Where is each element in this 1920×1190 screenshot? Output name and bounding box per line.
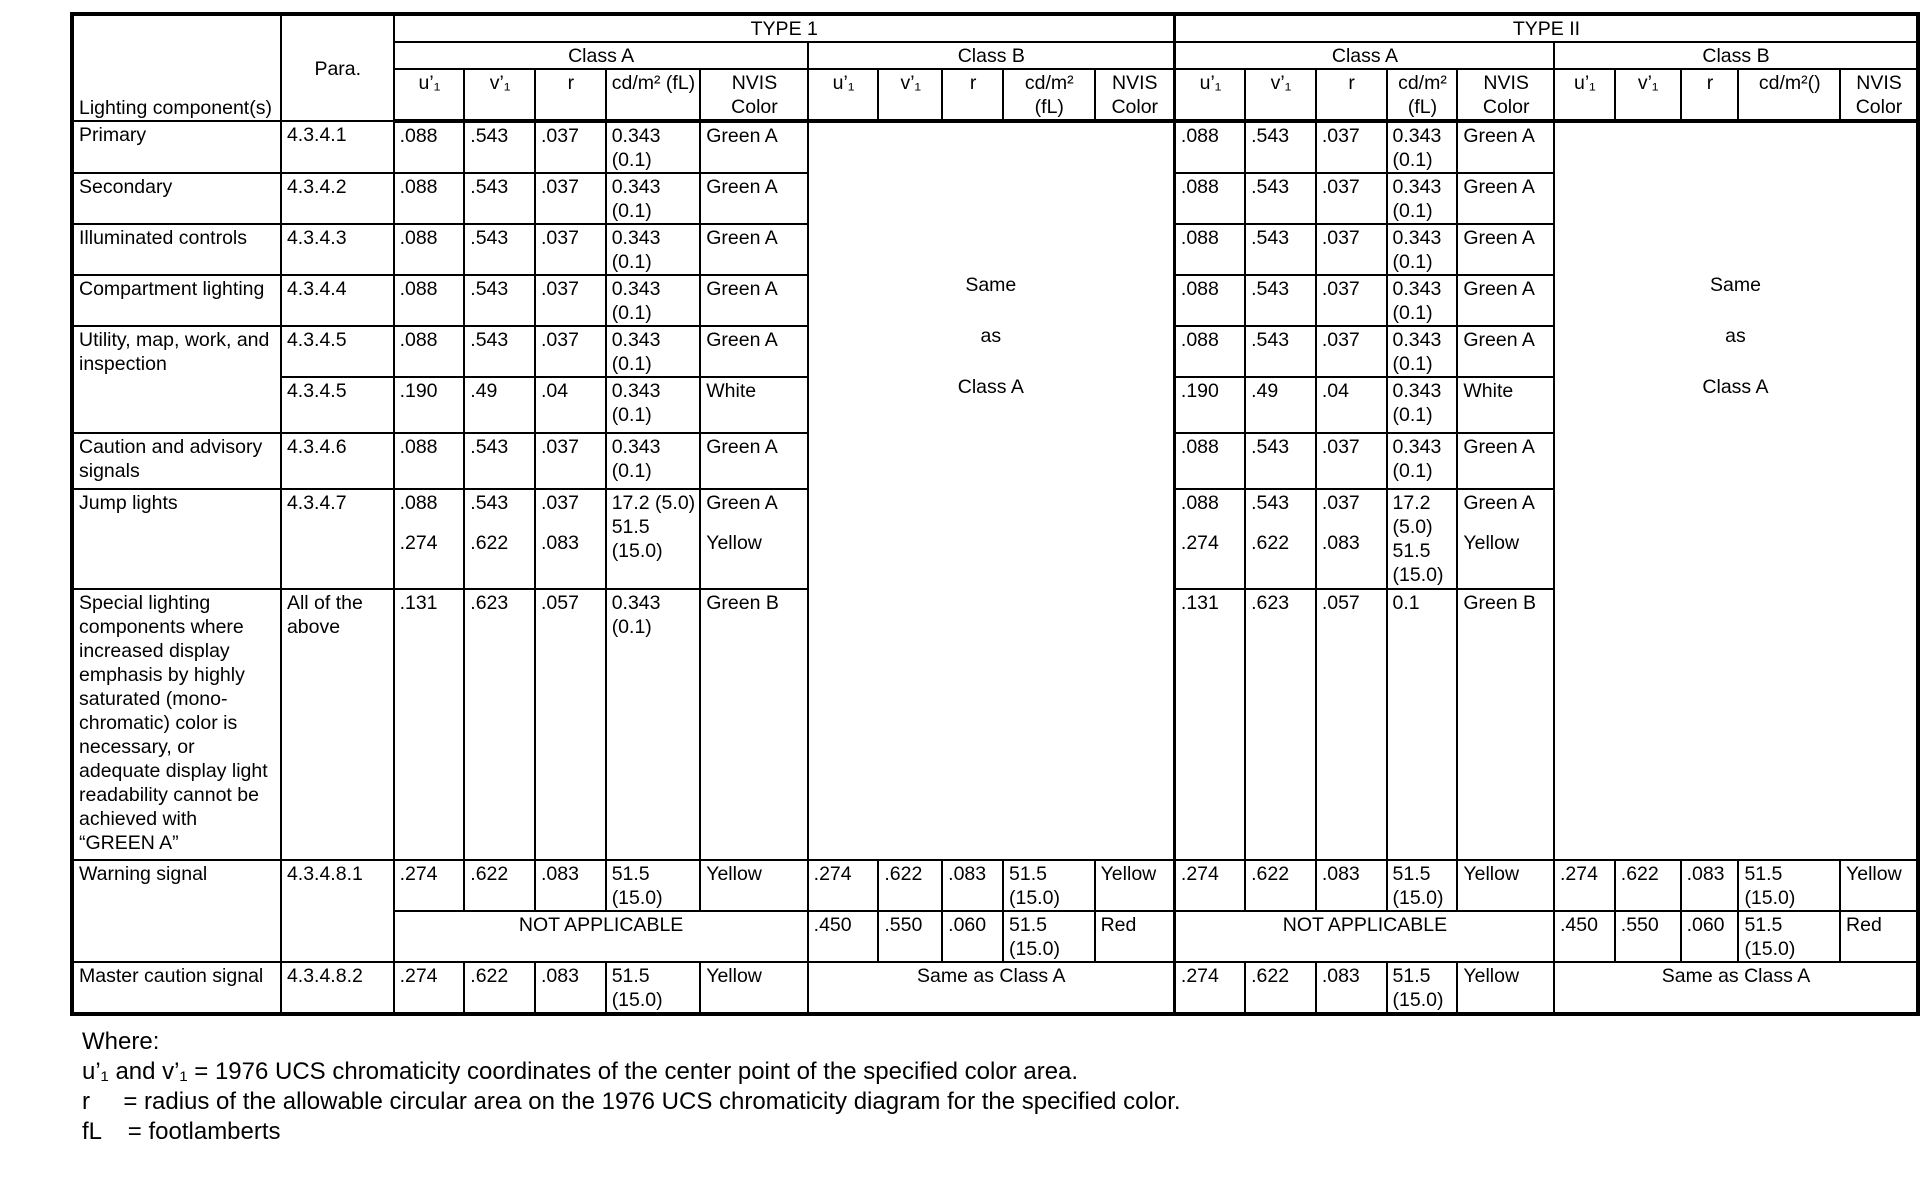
cell-u1: .088 xyxy=(1174,121,1245,173)
cell-r: .037 xyxy=(1316,173,1387,224)
cell-r: .060 xyxy=(1681,911,1739,962)
header-luminance: cd/m²() xyxy=(1738,69,1840,121)
value-2: Yellow xyxy=(706,532,762,554)
cell-luminance: 0.1 xyxy=(1387,589,1458,860)
table-notes xyxy=(82,1027,1181,1147)
value-2: .622 xyxy=(1251,532,1290,554)
value-1: 17.2 (5.0) xyxy=(611,492,696,514)
type1-class-b-same-as-class-a xyxy=(808,121,1175,860)
cell-nvis: Green B xyxy=(1457,589,1554,860)
not-applicable-type2: NOT APPLICABLE xyxy=(1174,911,1554,962)
same-as-class-a-type2: Same as Class A xyxy=(1554,962,1918,1014)
cell-nvis: Green A xyxy=(700,173,807,224)
header-u1: u’₁ xyxy=(1554,69,1615,121)
cell-v1: .543 xyxy=(464,121,535,173)
header-nvis-color: NVIS Color xyxy=(1840,69,1918,121)
cell-v1: .543 xyxy=(464,173,535,224)
cell-nvis: White xyxy=(700,377,807,433)
cell-luminance: 0.343 (0.1) xyxy=(1387,121,1458,173)
cell-luminance: 0.343 (0.1) xyxy=(606,589,701,860)
cell-v1: .550 xyxy=(1615,911,1681,962)
cell-component: Special lighting components where increased display emphasis by highly saturated (mono-chromatic) color is necessary, or adequate display light readability cannot be achieved with “GREEN A” xyxy=(72,589,281,860)
type2-class-b-same-as-class-a xyxy=(1554,121,1918,860)
same-text-line-2: as xyxy=(1725,325,1746,347)
cell-luminance: 51.5 (15.0) xyxy=(1387,860,1458,911)
same-text-line-1: Same xyxy=(965,274,1017,296)
cell-component: Primary xyxy=(72,121,281,173)
cell-nvis xyxy=(700,489,807,589)
header-r: r xyxy=(1681,69,1739,121)
value-2: .274 xyxy=(1180,532,1219,554)
cell-luminance: 0.343 (0.1) xyxy=(606,173,701,224)
cell-r: .057 xyxy=(1316,589,1387,860)
header-r: r xyxy=(1316,69,1387,121)
cell-nvis: Green A xyxy=(700,433,807,489)
cell-luminance: 51.5 (15.0) xyxy=(606,860,701,911)
cell-u1 xyxy=(1174,489,1245,589)
cell-r: .083 xyxy=(535,962,606,1014)
header-u1: u’₁ xyxy=(808,69,879,121)
cell-u1 xyxy=(394,489,465,589)
cell-para: 4.3.4.8.2 xyxy=(281,962,394,1014)
cell-u1: .088 xyxy=(1174,173,1245,224)
value-2: Yellow xyxy=(1463,532,1520,554)
notes-r-definition: r = radius of the allowable circular area on the 1976 UCS chromaticity diagram for the specified color. xyxy=(82,1088,1181,1115)
cell-nvis: Green A xyxy=(700,275,807,326)
value-2: .083 xyxy=(540,532,579,554)
cell-para: 4.3.4.5 xyxy=(281,326,394,377)
cell-u1: .450 xyxy=(1554,911,1615,962)
cell-luminance xyxy=(1387,489,1458,589)
cell-luminance: 0.343 (0.1) xyxy=(606,275,701,326)
cell-u1: .088 xyxy=(1174,224,1245,275)
value-2: .274 xyxy=(399,532,438,554)
cell-r: .037 xyxy=(535,224,606,275)
cell-component: Warning signal xyxy=(72,860,281,962)
same-text-line-3: Class A xyxy=(957,376,1024,398)
same-text-line-1: Same xyxy=(1710,274,1761,296)
header-type1-class-b: Class B xyxy=(808,42,1175,69)
cell-u1: .190 xyxy=(1174,377,1245,433)
cell-para: 4.3.4.5 xyxy=(281,377,394,433)
value-2: 51.5 (15.0) xyxy=(611,516,663,562)
header-luminance: cd/m² (fL) xyxy=(1387,69,1458,121)
cell-r: .037 xyxy=(1316,224,1387,275)
cell-v1: .623 xyxy=(1245,589,1316,860)
header-type-2: TYPE II xyxy=(1174,14,1918,42)
cell-component: Secondary xyxy=(72,173,281,224)
header-u1: u’₁ xyxy=(394,69,465,121)
cell-luminance: 0.343 (0.1) xyxy=(1387,173,1458,224)
cell-r: .037 xyxy=(535,326,606,377)
header-r: r xyxy=(535,69,606,121)
cell-v1: .550 xyxy=(878,911,942,962)
header-r: r xyxy=(942,69,1003,121)
cell-luminance: 51.5 (15.0) xyxy=(1738,911,1840,962)
cell-u1: .274 xyxy=(1174,860,1245,911)
cell-u1: .131 xyxy=(394,589,465,860)
cell-nvis: Green A xyxy=(1457,275,1554,326)
cell-r: .037 xyxy=(535,275,606,326)
cell-nvis: Green A xyxy=(1457,433,1554,489)
cell-v1: .543 xyxy=(1245,433,1316,489)
value-1: Green A xyxy=(706,492,778,514)
cell-para: 4.3.4.8.1 xyxy=(281,860,394,962)
cell-v1: .622 xyxy=(464,860,535,911)
cell-luminance: 51.5 (15.0) xyxy=(606,962,701,1014)
cell-nvis: Red xyxy=(1840,911,1918,962)
cell-nvis xyxy=(1457,489,1554,589)
cell-u1: .088 xyxy=(1174,433,1245,489)
cell-component: Caution and advisory signals xyxy=(72,433,281,489)
cell-v1 xyxy=(464,489,535,589)
value-1: Green A xyxy=(1463,492,1535,514)
cell-r xyxy=(1316,489,1387,589)
cell-component: Jump lights xyxy=(72,489,281,589)
table-row xyxy=(72,860,1918,911)
cell-u1: .274 xyxy=(808,860,879,911)
cell-nvis: Yellow xyxy=(1095,860,1175,911)
cell-luminance: 0.343 (0.1) xyxy=(606,121,701,173)
cell-para: 4.3.4.2 xyxy=(281,173,394,224)
lighting-color-table-container xyxy=(70,12,1920,1016)
notes-fl-definition: fL = footlamberts xyxy=(82,1118,281,1145)
cell-v1: .622 xyxy=(1245,962,1316,1014)
cell-component: Compartment lighting xyxy=(72,275,281,326)
header-luminance: cd/m² (fL) xyxy=(1003,69,1095,121)
cell-r: .037 xyxy=(535,433,606,489)
cell-u1: .190 xyxy=(394,377,465,433)
cell-v1: .543 xyxy=(464,433,535,489)
cell-r: .037 xyxy=(535,121,606,173)
cell-v1: .49 xyxy=(1245,377,1316,433)
cell-r: .083 xyxy=(1316,860,1387,911)
cell-r: .083 xyxy=(1316,962,1387,1014)
cell-nvis: Yellow xyxy=(1457,962,1554,1014)
cell-v1: .543 xyxy=(1245,275,1316,326)
header-nvis-color: NVIS Color xyxy=(1095,69,1175,121)
cell-r: .057 xyxy=(535,589,606,860)
header-type1-class-a: Class A xyxy=(394,42,808,69)
header-para: Para. xyxy=(281,14,394,121)
cell-nvis: Green A xyxy=(1457,224,1554,275)
cell-v1: .543 xyxy=(1245,224,1316,275)
not-applicable-type1: NOT APPLICABLE xyxy=(394,911,808,962)
cell-r: .037 xyxy=(1316,433,1387,489)
cell-r: .083 xyxy=(942,860,1003,911)
cell-luminance: 0.343 (0.1) xyxy=(1387,326,1458,377)
cell-v1: .623 xyxy=(464,589,535,860)
value-1: .088 xyxy=(1180,492,1219,514)
header-v1: v’₁ xyxy=(1615,69,1681,121)
cell-para: 4.3.4.6 xyxy=(281,433,394,489)
cell-nvis: Green A xyxy=(700,224,807,275)
cell-nvis: Yellow xyxy=(1840,860,1918,911)
cell-u1: .088 xyxy=(1174,326,1245,377)
cell-u1: .088 xyxy=(394,121,465,173)
cell-r: .083 xyxy=(535,860,606,911)
cell-luminance: 0.343 (0.1) xyxy=(1387,275,1458,326)
cell-luminance: 0.343 (0.1) xyxy=(1387,377,1458,433)
header-type2-class-a: Class A xyxy=(1174,42,1554,69)
cell-para: 4.3.4.1 xyxy=(281,121,394,173)
cell-nvis: White xyxy=(1457,377,1554,433)
cell-luminance: 0.343 (0.1) xyxy=(606,433,701,489)
cell-u1: .088 xyxy=(394,224,465,275)
value-1: .088 xyxy=(399,492,438,514)
cell-v1: .622 xyxy=(878,860,942,911)
cell-r: .083 xyxy=(1681,860,1739,911)
cell-v1: .622 xyxy=(1245,860,1316,911)
cell-nvis: Green A xyxy=(700,326,807,377)
cell-para: 4.3.4.7 xyxy=(281,489,394,589)
same-as-class-a-type1: Same as Class A xyxy=(808,962,1175,1014)
cell-r: .037 xyxy=(1316,326,1387,377)
header-u1: u’₁ xyxy=(1174,69,1245,121)
cell-nvis: Green A xyxy=(1457,121,1554,173)
cell-luminance: 0.343 (0.1) xyxy=(1387,224,1458,275)
value-2: .622 xyxy=(470,532,509,554)
cell-luminance: 0.343 (0.1) xyxy=(606,224,701,275)
value-1: .037 xyxy=(1321,492,1360,514)
cell-nvis: Yellow xyxy=(700,962,807,1014)
same-text-line-3: Class A xyxy=(1702,376,1769,398)
cell-v1: .543 xyxy=(464,275,535,326)
cell-u1: .274 xyxy=(1554,860,1615,911)
cell-u1: .088 xyxy=(1174,275,1245,326)
cell-u1: .088 xyxy=(394,275,465,326)
value-1: .543 xyxy=(1251,492,1290,514)
cell-v1: .543 xyxy=(1245,326,1316,377)
cell-r: .04 xyxy=(535,377,606,433)
cell-luminance: 51.5 (15.0) xyxy=(1003,911,1095,962)
same-text-line-2: as xyxy=(980,325,1002,347)
value-2: .083 xyxy=(1321,532,1360,554)
cell-luminance: 51.5 (15.0) xyxy=(1003,860,1095,911)
cell-nvis: Yellow xyxy=(700,860,807,911)
cell-u1: .131 xyxy=(1174,589,1245,860)
cell-u1: .274 xyxy=(394,860,465,911)
cell-u1: .274 xyxy=(1174,962,1245,1014)
cell-u1: .274 xyxy=(394,962,465,1014)
cell-u1: .450 xyxy=(808,911,879,962)
header-v1: v’₁ xyxy=(1245,69,1316,121)
cell-component: Utility, map, work, and inspection xyxy=(72,326,281,433)
cell-u1: .088 xyxy=(394,173,465,224)
cell-r: .037 xyxy=(535,173,606,224)
table-row xyxy=(72,962,1918,1014)
header-v1: v’₁ xyxy=(878,69,942,121)
cell-v1: .543 xyxy=(1245,121,1316,173)
cell-luminance: 0.343 (0.1) xyxy=(606,377,701,433)
cell-v1: .622 xyxy=(1615,860,1681,911)
cell-r: .037 xyxy=(1316,275,1387,326)
value-1: .037 xyxy=(540,492,579,514)
header-v1: v’₁ xyxy=(464,69,535,121)
value-1: 17.2 (5.0) xyxy=(1392,492,1433,538)
cell-luminance: 51.5 (15.0) xyxy=(1738,860,1840,911)
cell-v1: .543 xyxy=(464,326,535,377)
header-component: Lighting component(s) xyxy=(72,14,281,121)
notes-uv-definition: u’₁ and v’₁ = 1976 UCS chromaticity coordinates of the center point of the specified color area. xyxy=(82,1058,1079,1085)
cell-nvis: Yellow xyxy=(1457,860,1554,911)
cell-r: .060 xyxy=(942,911,1003,962)
cell-u1: .088 xyxy=(394,326,465,377)
header-type2-class-b: Class B xyxy=(1554,42,1918,69)
cell-nvis: Green B xyxy=(700,589,807,860)
cell-nvis: Green A xyxy=(1457,173,1554,224)
cell-component: Illuminated controls xyxy=(72,224,281,275)
cell-luminance: 0.343 (0.1) xyxy=(606,326,701,377)
cell-r: .037 xyxy=(1316,121,1387,173)
header-luminance: cd/m² (fL) xyxy=(606,69,701,121)
cell-para: 4.3.4.4 xyxy=(281,275,394,326)
cell-v1 xyxy=(1245,489,1316,589)
cell-r xyxy=(535,489,606,589)
cell-v1: .543 xyxy=(1245,173,1316,224)
cell-v1: .622 xyxy=(464,962,535,1014)
cell-r: .04 xyxy=(1316,377,1387,433)
cell-component: Master caution signal xyxy=(72,962,281,1014)
table-row xyxy=(72,121,1918,173)
header-nvis-color: NVIS Color xyxy=(1457,69,1554,121)
cell-v1: .49 xyxy=(464,377,535,433)
cell-nvis: Green A xyxy=(700,121,807,173)
notes-where: Where: xyxy=(82,1028,160,1055)
cell-nvis: Red xyxy=(1095,911,1175,962)
value-1: .543 xyxy=(470,492,509,514)
cell-u1: .088 xyxy=(394,433,465,489)
header-type-1: TYPE 1 xyxy=(394,14,1175,42)
cell-nvis: Green A xyxy=(1457,326,1554,377)
cell-luminance: 0.343 (0.1) xyxy=(1387,433,1458,489)
lighting-color-table xyxy=(70,12,1920,1016)
cell-v1: .543 xyxy=(464,224,535,275)
cell-luminance: 51.5 (15.0) xyxy=(1387,962,1458,1014)
header-nvis-color: NVIS Color xyxy=(700,69,807,121)
cell-luminance xyxy=(606,489,701,589)
cell-para: 4.3.4.3 xyxy=(281,224,394,275)
value-2: 51.5 (15.0) xyxy=(1392,540,1444,586)
cell-para: All of the above xyxy=(281,589,394,860)
